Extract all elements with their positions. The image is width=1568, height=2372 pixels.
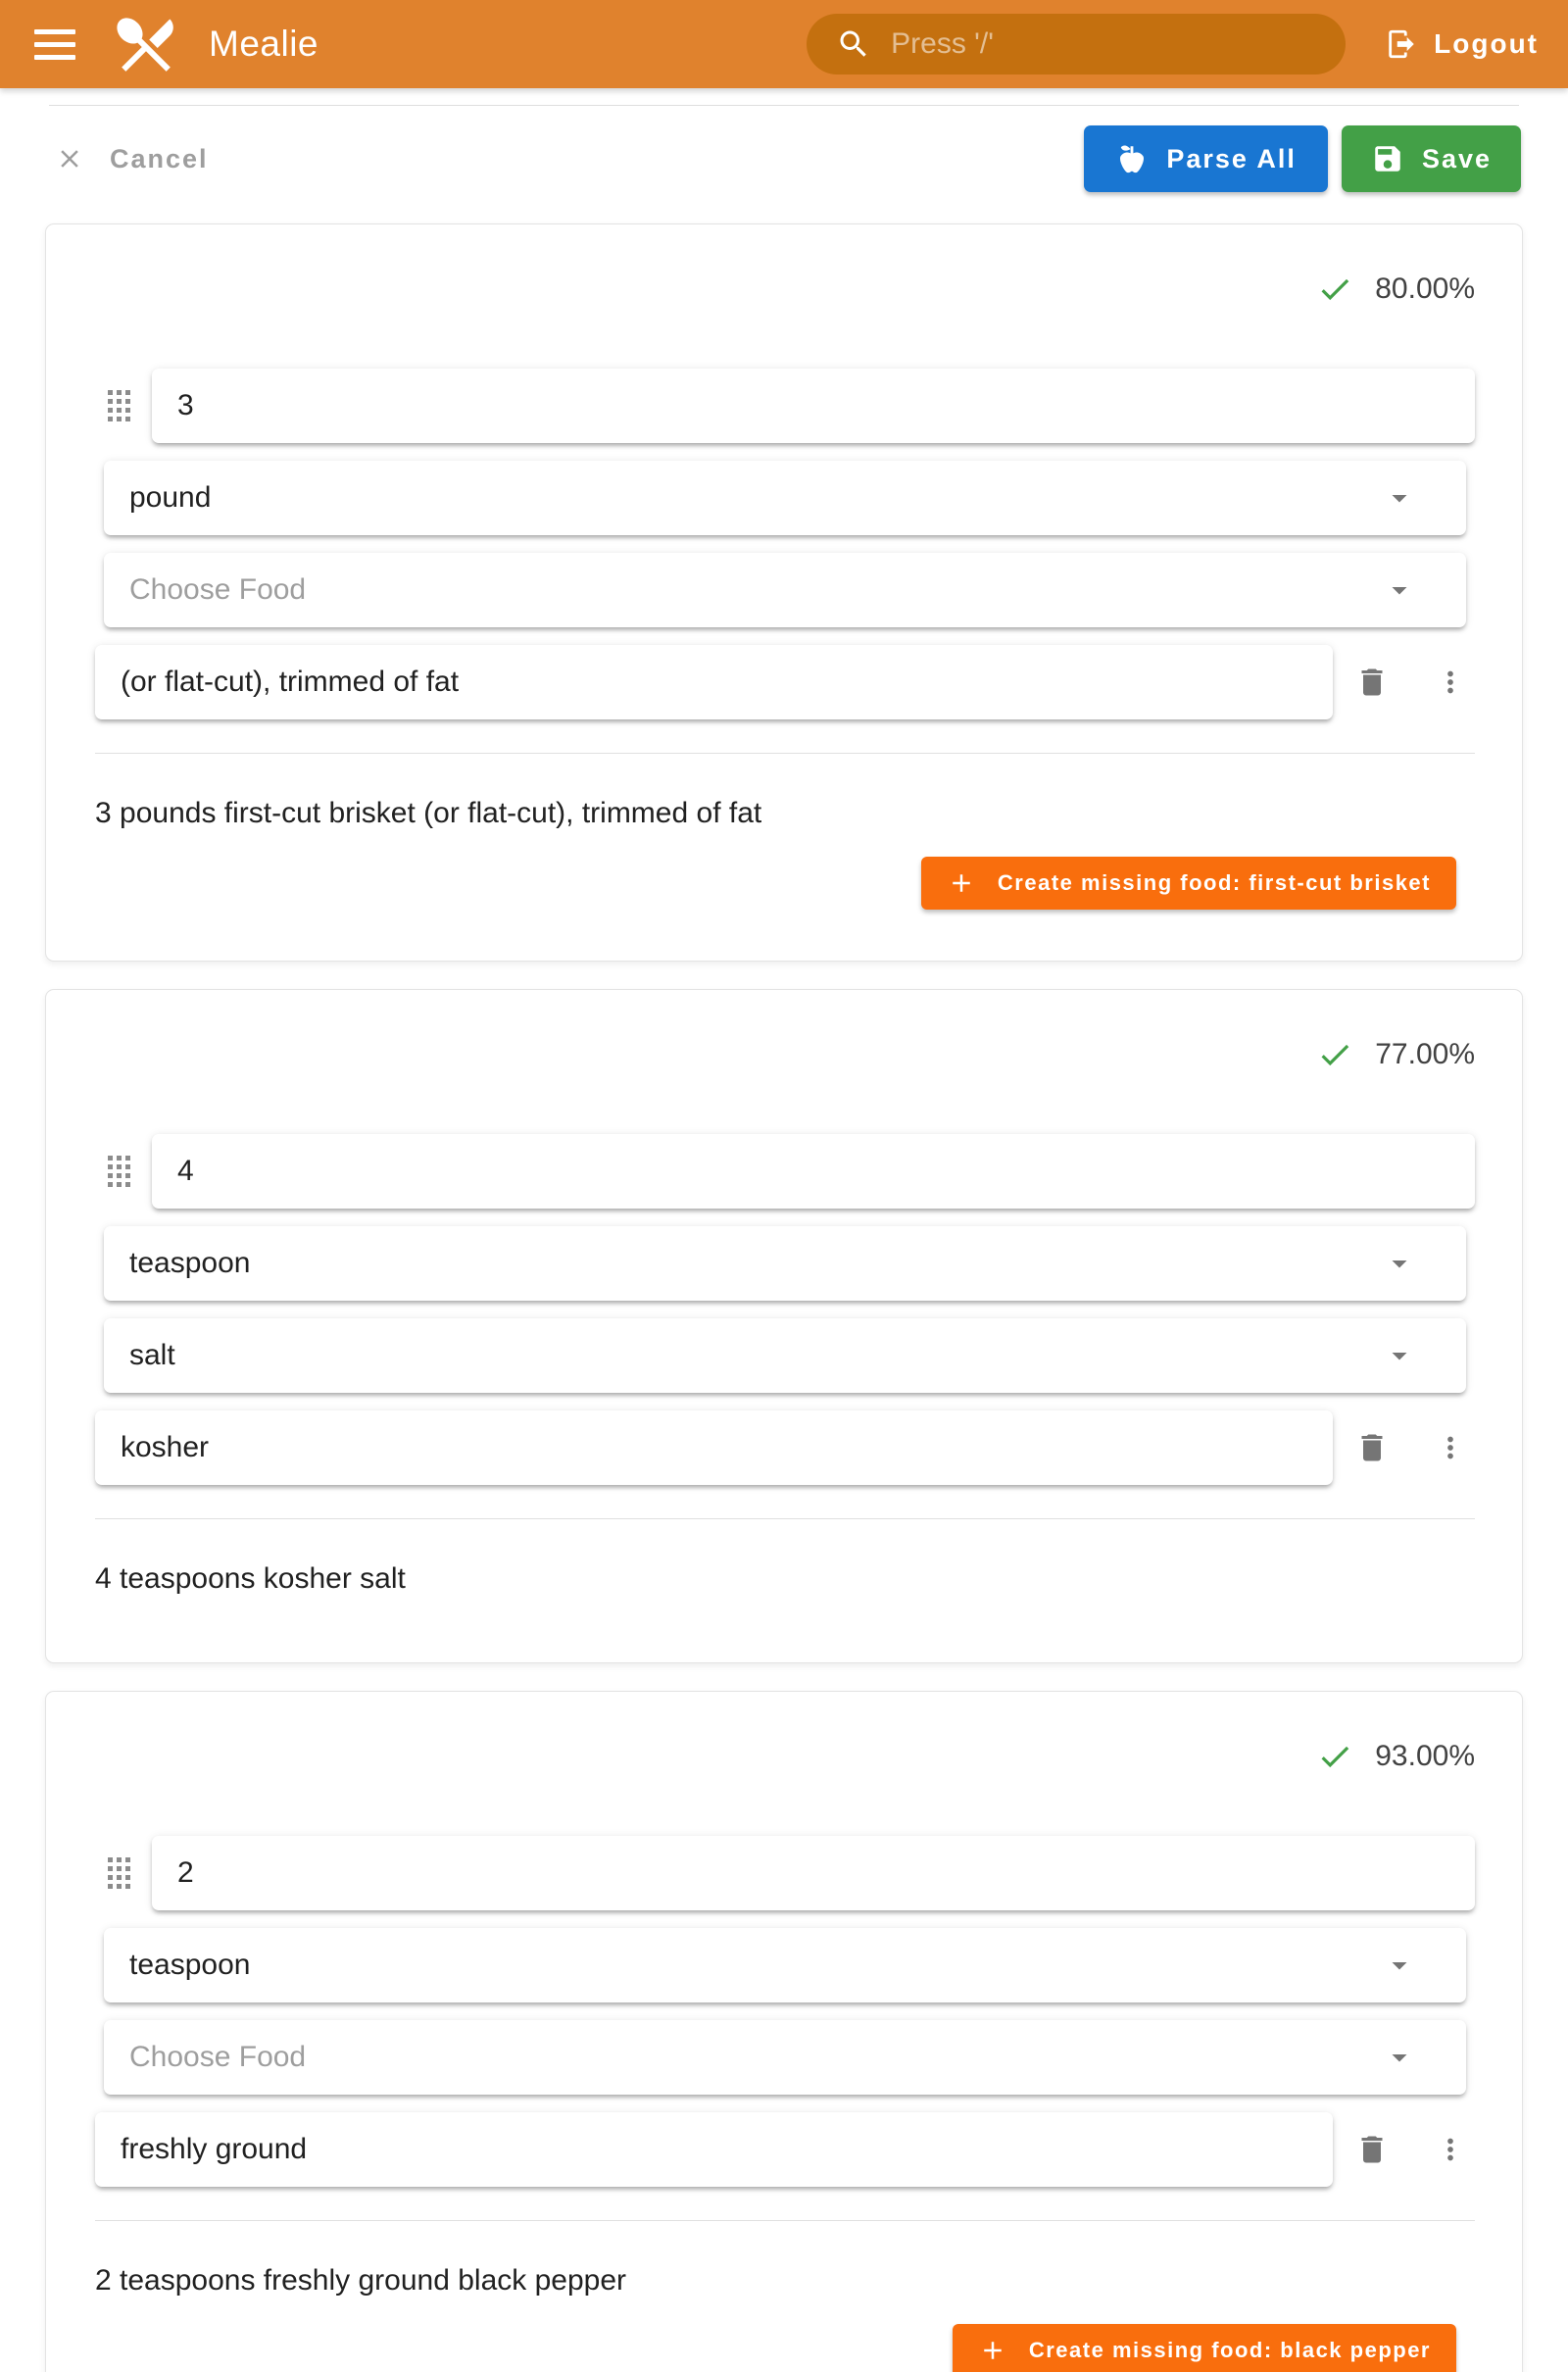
search-icon [836,26,871,62]
delete-button[interactable] [1352,663,1392,702]
create-missing-food-button[interactable] [953,2324,1456,2372]
confidence-value: 77.00% [1375,1038,1475,1070]
chevron-down-icon [1382,1246,1417,1281]
save-button[interactable] [1342,125,1521,192]
confidence-row [95,272,1475,307]
delete-button[interactable] [1352,1428,1392,1467]
confidence-row [95,1739,1475,1774]
trash-icon [1354,1430,1390,1465]
save-icon [1371,142,1404,175]
unit-select[interactable] [104,1928,1466,2002]
original-ingredient-text: 2 teaspoons freshly ground black pepper [95,2264,627,2297]
confidence-value: 93.00% [1375,1740,1475,1772]
more-options-button[interactable] [1431,2130,1470,2169]
ingredient-card [45,223,1523,962]
kebab-icon [1434,2133,1467,2166]
drag-handle-icon[interactable] [108,1156,130,1187]
toolbar [55,125,1521,192]
cancel-button[interactable] [55,144,209,174]
ingredient-card [45,1691,1523,2372]
app-header [0,0,1568,88]
search-input[interactable] [807,14,1346,74]
unit-value: pound [129,481,212,514]
plus-icon [947,868,976,898]
cancel-label: Cancel [110,143,209,173]
drag-handle-icon[interactable] [108,390,130,421]
create-missing-food-row [95,2324,1456,2372]
quantity-row [95,1134,1475,1209]
card-divider [95,1518,1475,1519]
food-select[interactable] [104,553,1466,627]
unit-select[interactable] [104,1226,1466,1301]
trash-icon [1354,665,1390,700]
create-missing-food-row [95,857,1456,910]
quantity-input[interactable]: 2 [152,1836,1475,1910]
quantity-row [95,369,1475,443]
card-divider [95,2220,1475,2221]
chevron-down-icon [1382,572,1417,608]
check-icon [1316,271,1353,308]
logout-icon [1385,27,1418,61]
create-missing-food-label: Create missing food: first-cut brisket [997,870,1431,895]
food-value: Choose Food [129,2041,307,2073]
quantity-input[interactable]: 3 [152,369,1475,443]
food-select[interactable] [104,1318,1466,1393]
card-divider [95,753,1475,754]
quantity-input[interactable]: 4 [152,1134,1475,1209]
apple-icon [1115,142,1149,175]
unit-value: teaspoon [129,1949,251,1981]
logout-label: Logout [1434,28,1539,59]
close-icon [55,144,84,173]
note-row [95,645,1475,719]
note-input[interactable]: (or flat-cut), trimmed of fat [95,645,1333,719]
create-missing-food-button[interactable] [921,857,1456,910]
quantity-row [95,1836,1475,1910]
note-input[interactable]: kosher [95,1410,1333,1485]
trash-icon [1354,2132,1390,2167]
check-icon [1316,1036,1353,1073]
drag-handle-icon[interactable] [108,1857,130,1889]
parse-all-button[interactable] [1084,125,1328,192]
original-ingredient-text: 3 pounds first-cut brisket (or flat-cut), trimmed of fat [95,797,762,829]
food-select[interactable] [104,2020,1466,2095]
check-icon [1316,1738,1353,1775]
food-value: Choose Food [129,573,307,606]
plus-icon [978,2336,1007,2365]
ingredient-list [0,223,1568,2372]
more-options-button[interactable] [1431,1428,1470,1467]
food-value: salt [129,1339,175,1371]
more-options-button[interactable] [1431,663,1470,702]
logout-button[interactable] [1385,27,1539,61]
note-input[interactable]: freshly ground [95,2112,1333,2187]
chevron-down-icon [1382,1948,1417,1983]
note-row [95,2112,1475,2187]
ingredient-card [45,989,1523,1663]
chevron-down-icon [1382,2040,1417,2075]
app-title: Mealie [209,24,318,64]
search-placeholder: Press '/' [891,27,994,60]
create-missing-food-label: Create missing food: black pepper [1028,2338,1431,2362]
delete-button[interactable] [1352,2130,1392,2169]
confidence-value: 80.00% [1375,272,1475,305]
parse-all-label: Parse All [1166,143,1297,173]
chevron-down-icon [1382,1338,1417,1373]
menu-icon[interactable] [34,22,79,67]
unit-select[interactable] [104,461,1466,535]
header-divider [49,105,1519,106]
unit-value: teaspoon [129,1247,251,1279]
mealie-logo-icon [111,9,181,79]
chevron-down-icon [1382,480,1417,516]
save-label: Save [1421,143,1492,173]
kebab-icon [1434,666,1467,699]
confidence-row [95,1037,1475,1072]
kebab-icon [1434,1431,1467,1464]
note-row [95,1410,1475,1485]
original-ingredient-text: 4 teaspoons kosher salt [95,1562,406,1595]
